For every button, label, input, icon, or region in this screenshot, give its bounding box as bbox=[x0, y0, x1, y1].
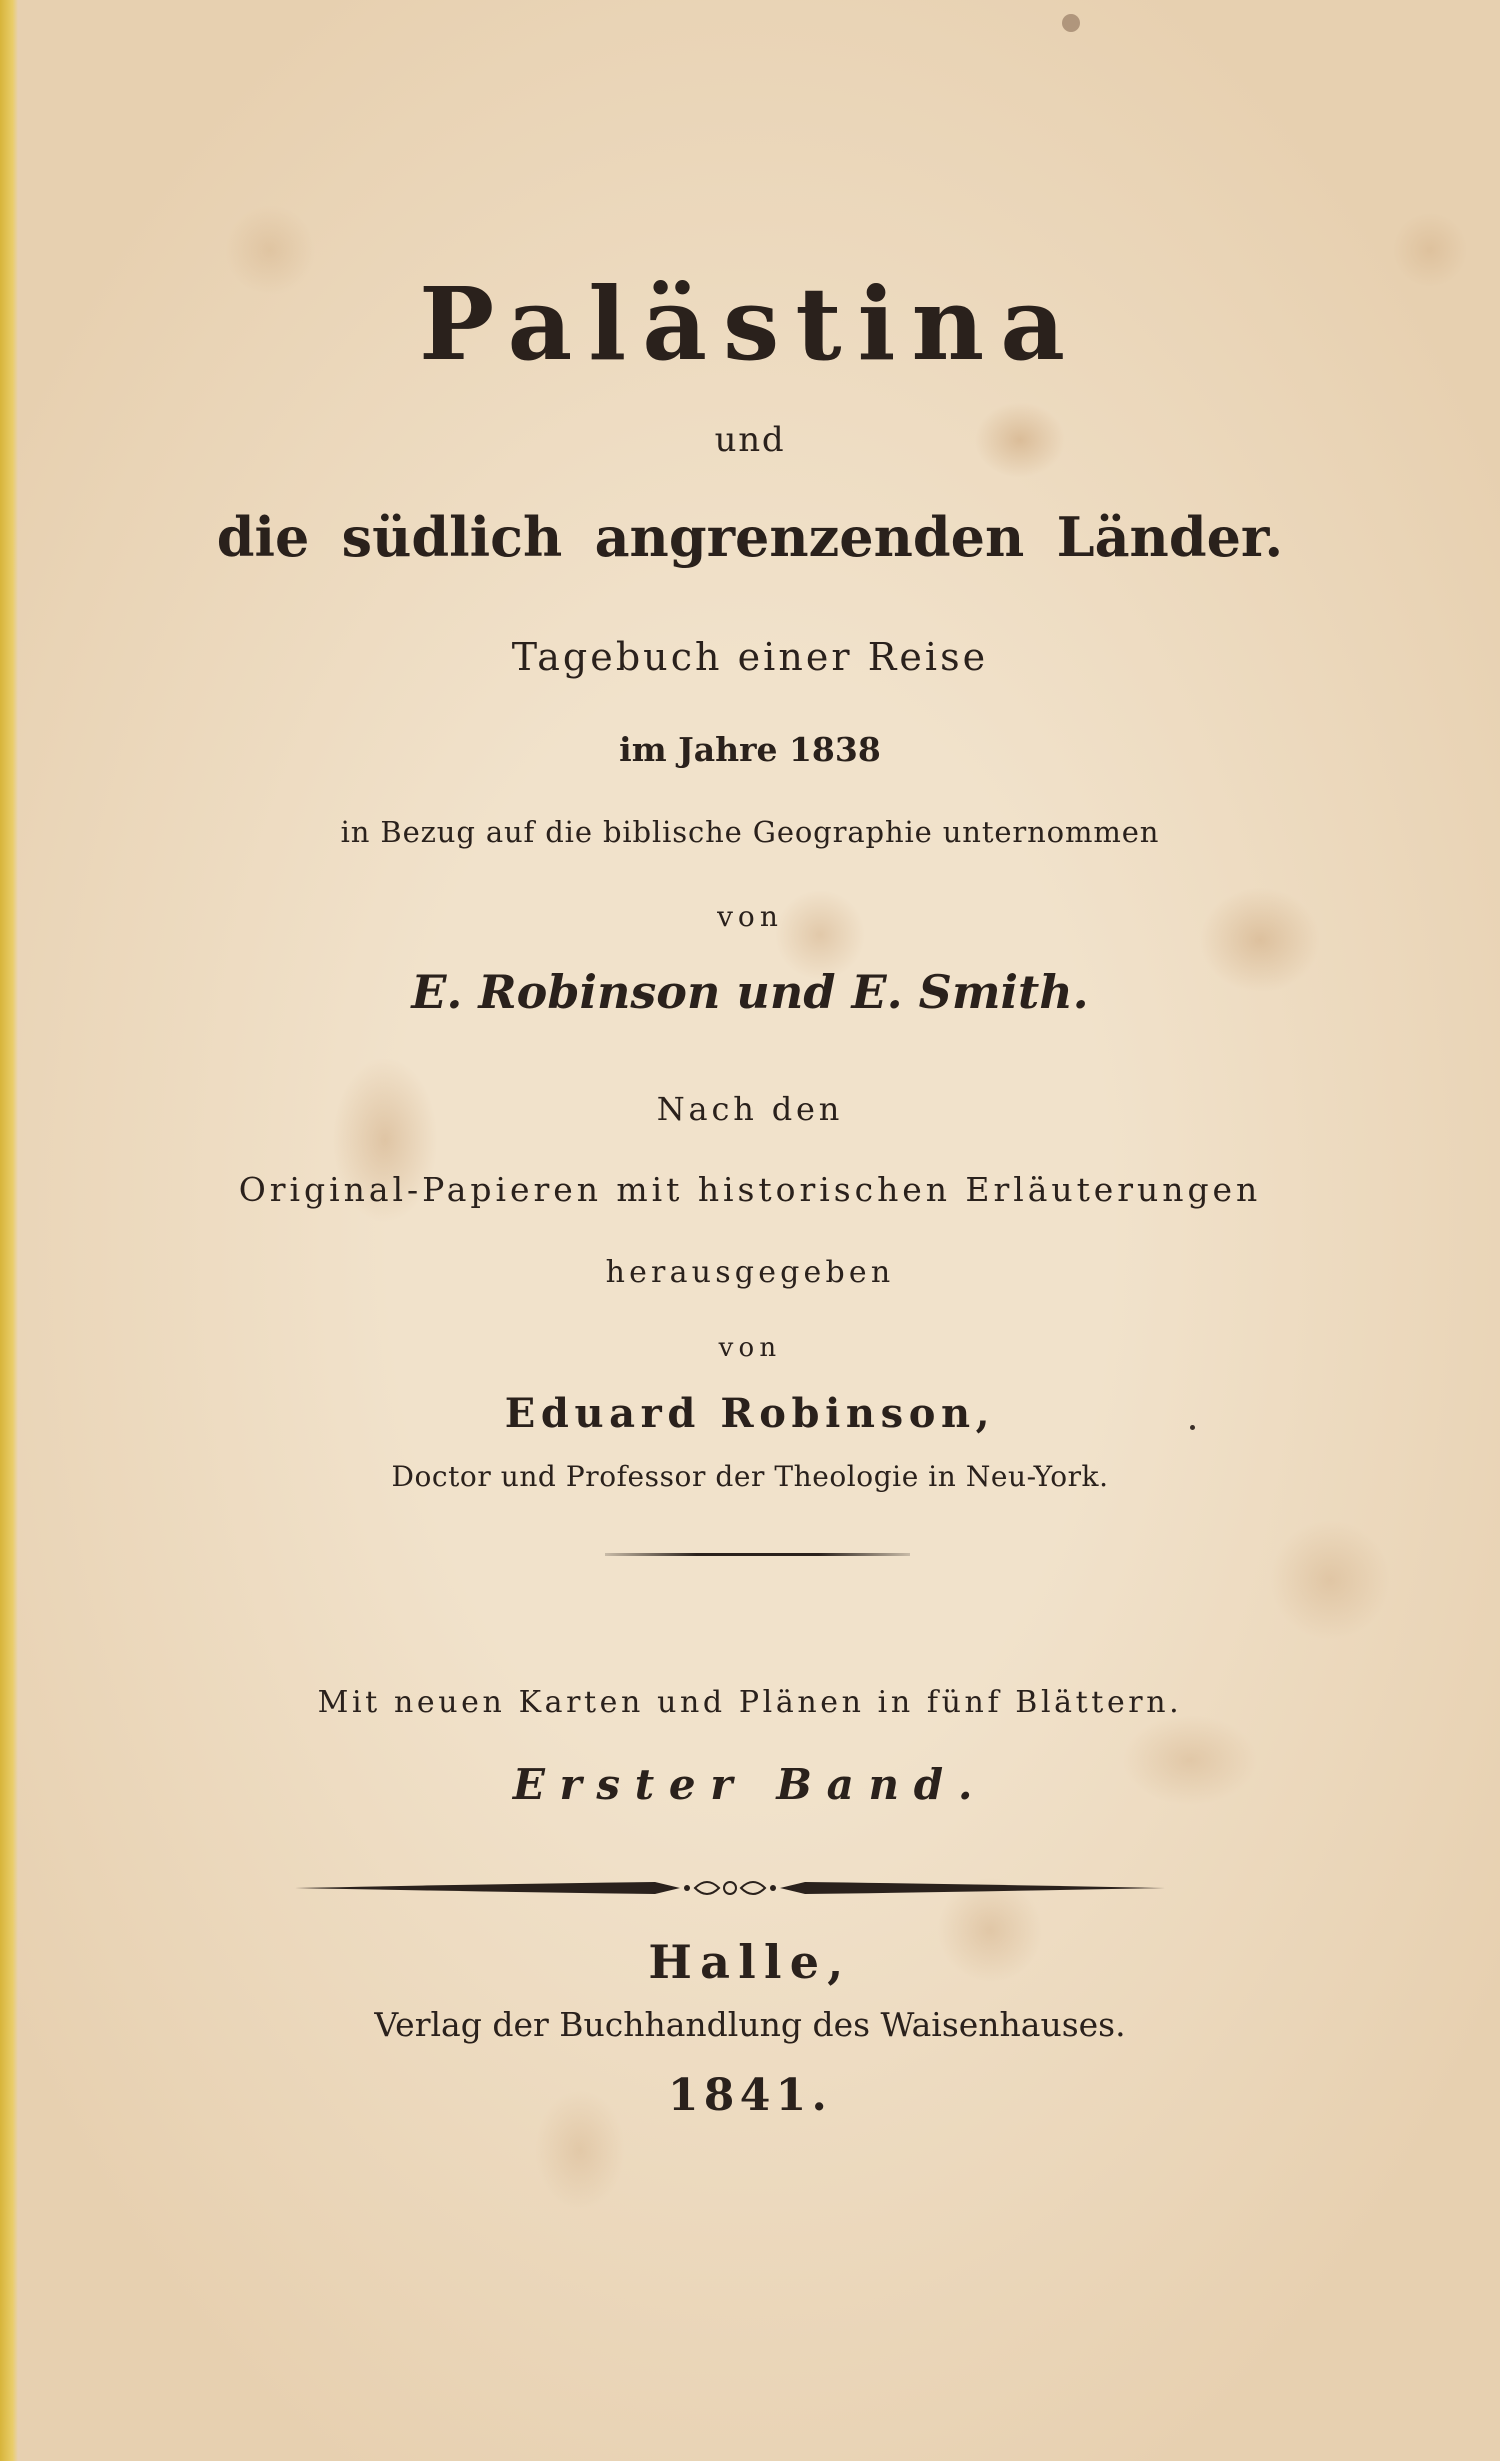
nach-den-line: Nach den bbox=[656, 1090, 844, 1128]
diary-line: Tagebuch einer Reise bbox=[511, 635, 989, 679]
von-line-2: von bbox=[718, 1333, 782, 1363]
editor-name: Eduard Robinson, bbox=[504, 1390, 996, 1437]
maps-line: Mit neuen Karten und Plänen in fünf Blättern. bbox=[317, 1685, 1183, 1720]
ornamental-divider bbox=[295, 1868, 1165, 1908]
city-line: Halle, bbox=[648, 1935, 852, 1989]
hole-mark bbox=[1062, 14, 1080, 32]
conjunction-und: und bbox=[714, 420, 786, 460]
volume-line: Erster Band. bbox=[512, 1760, 988, 1809]
herausgegeben-line: herausgegeben bbox=[605, 1255, 895, 1290]
divider-rule bbox=[605, 1553, 910, 1556]
journey-year: im Jahre 1838 bbox=[619, 730, 881, 769]
book-title: Palästina bbox=[418, 265, 1082, 383]
publisher-line: Verlag der Buchhandlung des Waisenhauses. bbox=[374, 2005, 1126, 2044]
ink-speck bbox=[1190, 1425, 1195, 1430]
editor-title: Doctor und Professor der Theologie in Neu-York. bbox=[391, 1460, 1109, 1493]
purpose-line: in Bezug auf die biblische Geographie unternommen bbox=[340, 815, 1160, 849]
authors-line: E. Robinson und E. Smith. bbox=[411, 965, 1089, 1019]
original-papers-line: Original-Papieren mit historischen Erläuterungen bbox=[238, 1170, 1262, 1209]
von-line-1: von bbox=[717, 900, 783, 933]
publication-year: 1841. bbox=[667, 2070, 833, 2121]
book-subtitle: die südlich angrenzenden Länder. bbox=[216, 505, 1284, 569]
